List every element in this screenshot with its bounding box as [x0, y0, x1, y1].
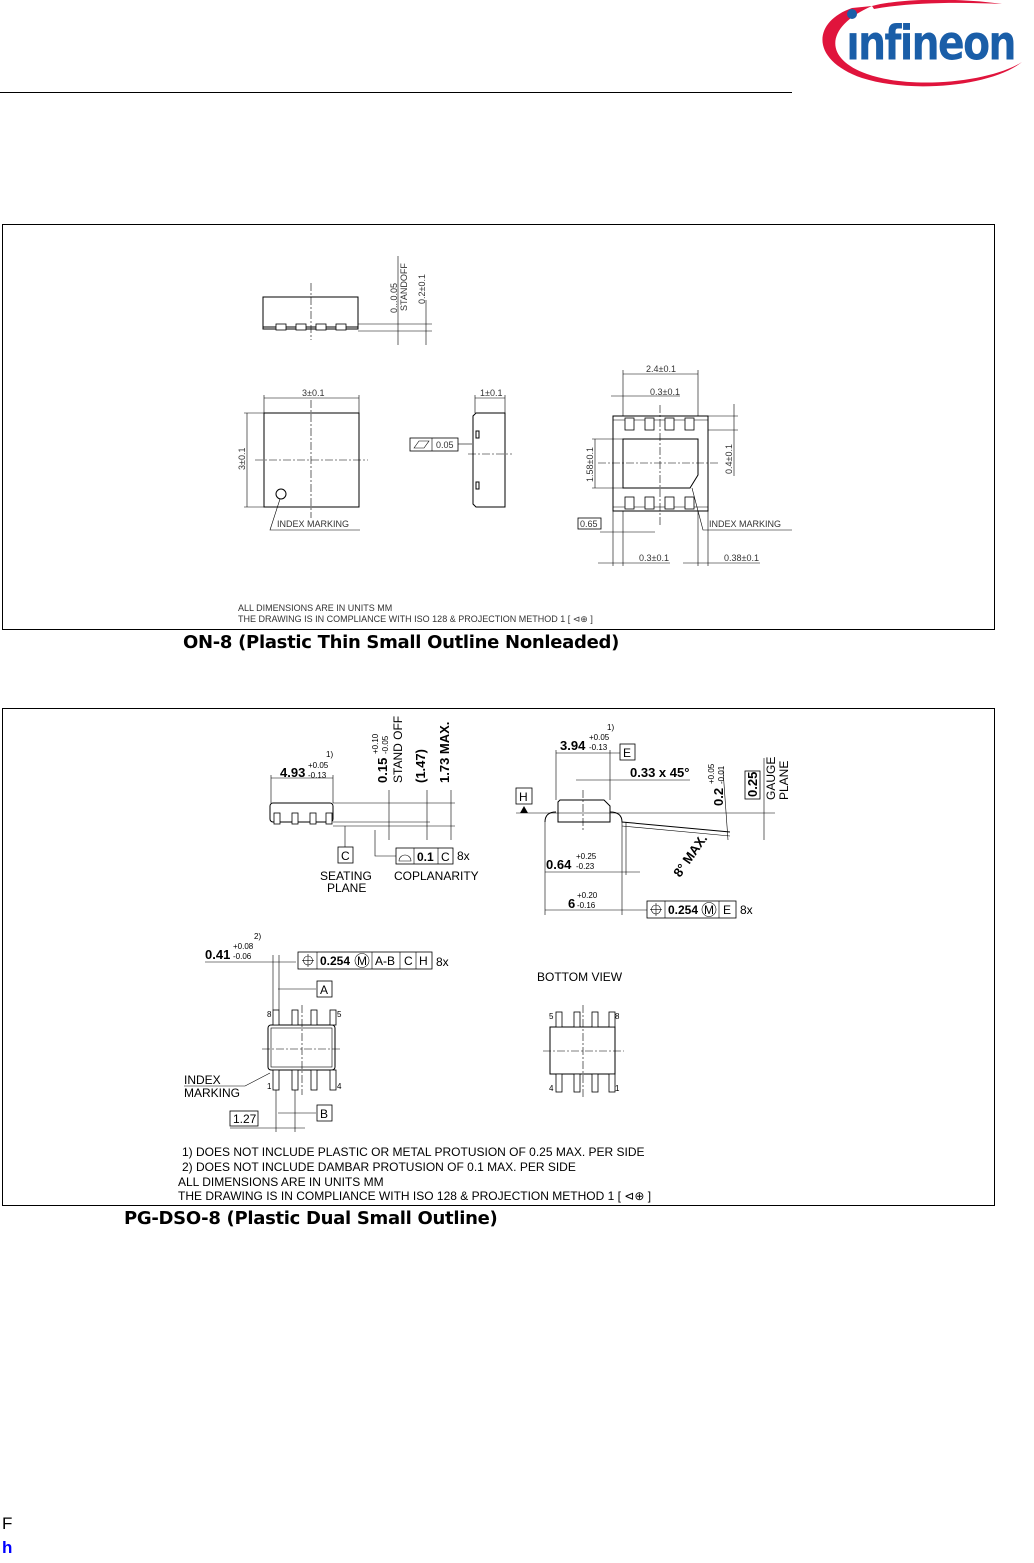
index-marking-bottom-label: INDEX MARKING	[709, 519, 782, 529]
standoff-label: STANDOFF	[399, 263, 409, 311]
tson8-side-view	[263, 256, 432, 345]
lead-width-tol-dn: -0.06	[233, 952, 252, 961]
svg-text:M: M	[357, 954, 367, 968]
span-tol-up: +0.20	[577, 891, 598, 900]
dso8-end-view	[516, 723, 791, 918]
pad-offset-dim: 0.38±0.1	[724, 553, 759, 563]
gauge-label: GAUGE	[764, 756, 778, 800]
bv-pin-8-label: 8	[615, 1012, 620, 1021]
span-dim: 6	[568, 896, 576, 911]
position-2-datum-c: C	[404, 954, 413, 968]
angle-dim: 8° MAX.	[670, 831, 711, 880]
coplanarity-count: 8x	[457, 849, 470, 863]
dso8-side-view	[270, 716, 479, 895]
dso8-note-2: 2) DOES NOT INCLUDE DAMBAR PROTUSION OF 0.1 MAX. PER SIDE	[182, 1160, 576, 1174]
bottom-view-label: BOTTOM VIEW	[537, 970, 623, 984]
tson8-note-units: ALL DIMENSIONS ARE IN UNITS MM	[238, 603, 393, 613]
pad-length-dim: 0.4±0.1	[724, 444, 734, 474]
tson8-bottom-view	[578, 364, 792, 566]
footnote-ref-2: 2)	[254, 932, 262, 941]
seating-plane-label-1: SEATING	[320, 869, 372, 883]
gauge-plane-label: PLANE	[777, 760, 791, 800]
height-dim: 3±0.1	[237, 447, 247, 470]
pad-width-dim: 0.3±0.1	[650, 387, 680, 397]
standoff-label: STAND OFF	[391, 715, 405, 783]
width-tol-dn: -0.13	[589, 743, 608, 752]
caption-dso8: PG-DSO-8 (Plastic Dual Small Outline)	[124, 1208, 498, 1229]
seating-plane-label-2: PLANE	[327, 881, 367, 895]
coplanarity-value: 0.1	[417, 850, 434, 864]
tson8-end-view	[410, 388, 512, 507]
svg-text:M: M	[704, 903, 714, 917]
dso8-note-units: ALL DIMENSIONS ARE IN UNITS MM	[178, 1175, 384, 1189]
position-2-count: 8x	[436, 955, 449, 969]
pitch-box: 1.27	[233, 1112, 257, 1126]
foot-tol-dn: -0.23	[576, 862, 595, 871]
dso8-note-1: 1) DOES NOT INCLUDE PLASTIC OR METAL PROTUSION OF 0.25 MAX. PER SIDE	[182, 1145, 645, 1159]
position-2-datum-ab: A-B	[375, 954, 396, 968]
footer-text-1: F	[2, 1514, 13, 1533]
body-height-dim: (1.47)	[413, 749, 428, 783]
width-dim: 3.94	[560, 738, 586, 753]
lead-thickness-dim: 0.2	[711, 787, 726, 806]
thickness-dim: 0.2±0.1	[417, 274, 427, 304]
dso8-top-view	[184, 932, 449, 1132]
foot-tol-up: +0.25	[576, 852, 597, 861]
position-count: 8x	[740, 903, 753, 917]
span-tol-dn: -0.16	[577, 901, 596, 910]
standoff-tol-up: +0.10	[371, 733, 380, 754]
datum-c: C	[341, 849, 350, 863]
lead-width-tol-up: +0.08	[233, 942, 254, 951]
position-tolerance-2-value: 0.254	[320, 954, 351, 968]
chamfer-dim: 0.33 x 45°	[630, 765, 690, 780]
pitch-box: 0.65	[580, 519, 598, 529]
footer-link[interactable]: h	[2, 1538, 13, 1557]
footnote-ref-1: 1)	[326, 750, 334, 759]
index-marking-label: INDEX MARKING	[277, 519, 350, 529]
width-dim: 3±0.1	[302, 388, 325, 398]
position-2-datum-h: H	[419, 954, 428, 968]
pad-width-bottom-dim: 0.3±0.1	[639, 553, 669, 563]
pin-4-label: 4	[337, 1082, 342, 1091]
length-tol-up: +0.05	[308, 761, 329, 770]
datum-b: B	[320, 1107, 329, 1121]
dso8-bottom-view	[537, 970, 624, 1098]
standoff-tol-dn: -0.05	[381, 735, 390, 754]
gauge-dim: 0.25	[745, 771, 760, 797]
svg-text:ınfineon: ınfineon	[846, 15, 1015, 72]
pin-1-label: 1	[267, 1082, 272, 1091]
lead-width-dim: 0.41	[205, 947, 231, 962]
footnote-ref-1b: 1)	[607, 723, 615, 732]
length-tol-dn: -0.13	[308, 771, 327, 780]
pin-8-label: 8	[267, 1010, 272, 1019]
flatness-value: 0.05	[436, 440, 454, 450]
index-label-2: MARKING	[184, 1086, 241, 1100]
coplanarity-label: COPLANARITY	[394, 869, 479, 883]
standoff-value: 0...0.05	[389, 282, 399, 313]
length-dim: 4.93	[280, 765, 306, 780]
lead-thickness-tol-up: +0.05	[707, 763, 716, 784]
pad-span-dim: 2.4±0.1	[646, 364, 676, 374]
width-tol-up: +0.05	[589, 733, 610, 742]
datum-h: H	[519, 790, 528, 804]
bv-pin-5-label: 5	[549, 1012, 554, 1021]
bv-pin-4-label: 4	[549, 1084, 554, 1093]
foot-length-dim: 0.64	[546, 857, 572, 872]
tson8-note-iso: THE DRAWING IS IN COMPLIANCE WITH ISO 128 & PROJECTION METHOD 1 [ ⊲⊕ ]	[238, 614, 593, 624]
coplanarity-datum: C	[441, 850, 450, 864]
side-width-dim: 1±0.1	[480, 388, 503, 398]
exposed-pad-dim: 1.58±0.1	[585, 447, 595, 482]
caption-tson8: ON-8 (Plastic Thin Small Outline Nonleaded)	[183, 632, 620, 653]
max-height-dim: 1.73 MAX.	[437, 721, 452, 783]
position-datum-e: E	[723, 903, 732, 917]
index-label-1: INDEX	[184, 1073, 221, 1087]
datum-e: E	[623, 746, 632, 760]
pin-5-label: 5	[337, 1010, 342, 1019]
dso8-note-iso: THE DRAWING IS IN COMPLIANCE WITH ISO 128 & PROJECTION METHOD 1 [ ⊲⊕ ]	[178, 1189, 652, 1203]
datum-a: A	[320, 983, 329, 997]
tson8-top-view	[237, 388, 368, 530]
lead-thickness-tol-dn: -0.01	[717, 765, 726, 784]
standoff-dim: 0.15	[375, 757, 390, 783]
bv-pin-1-label: 1	[615, 1084, 620, 1093]
position-tolerance-value: 0.254	[668, 903, 699, 917]
